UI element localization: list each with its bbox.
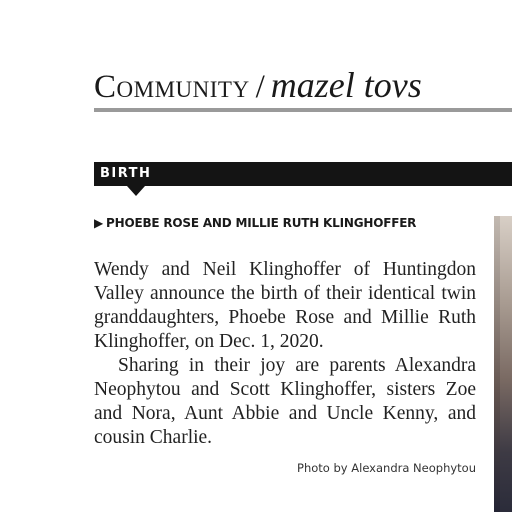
announcement-paragraph: Sharing in their joy are parents Alexandra Neophytou and Scott Klinghoffer, sisters Zoe and Nora, Aunt Abbie and Uncle Kenny, and cousin Charlie. (94, 355, 476, 448)
category-label: BIRTH (100, 166, 152, 181)
announcement-body (94, 258, 476, 450)
twins-photo (494, 216, 512, 512)
announcement-title-row (94, 216, 416, 230)
announcement-paragraph: Wendy and Neil Klinghoffer of Huntingdon Valley announce the birth of their identical twin granddaughters, Phoebe Rose and Millie Ruth Klinghoffer, on Dec. 1, 2020. (94, 259, 476, 352)
page-header (94, 64, 512, 106)
photo-credit: Photo by Alexandra Neophytou (297, 461, 476, 475)
header-rule (94, 108, 512, 112)
right-triangle-icon: ▶ (94, 216, 104, 230)
subsection-title: mazel tovs (270, 65, 422, 105)
category-bar (94, 162, 512, 186)
section-title: Community (94, 69, 250, 105)
section-separator: / (255, 69, 265, 105)
announcement-title: PHOEBE ROSE AND MILLIE RUTH KLINGHOFFER (106, 216, 417, 230)
category-pointer (127, 186, 145, 196)
